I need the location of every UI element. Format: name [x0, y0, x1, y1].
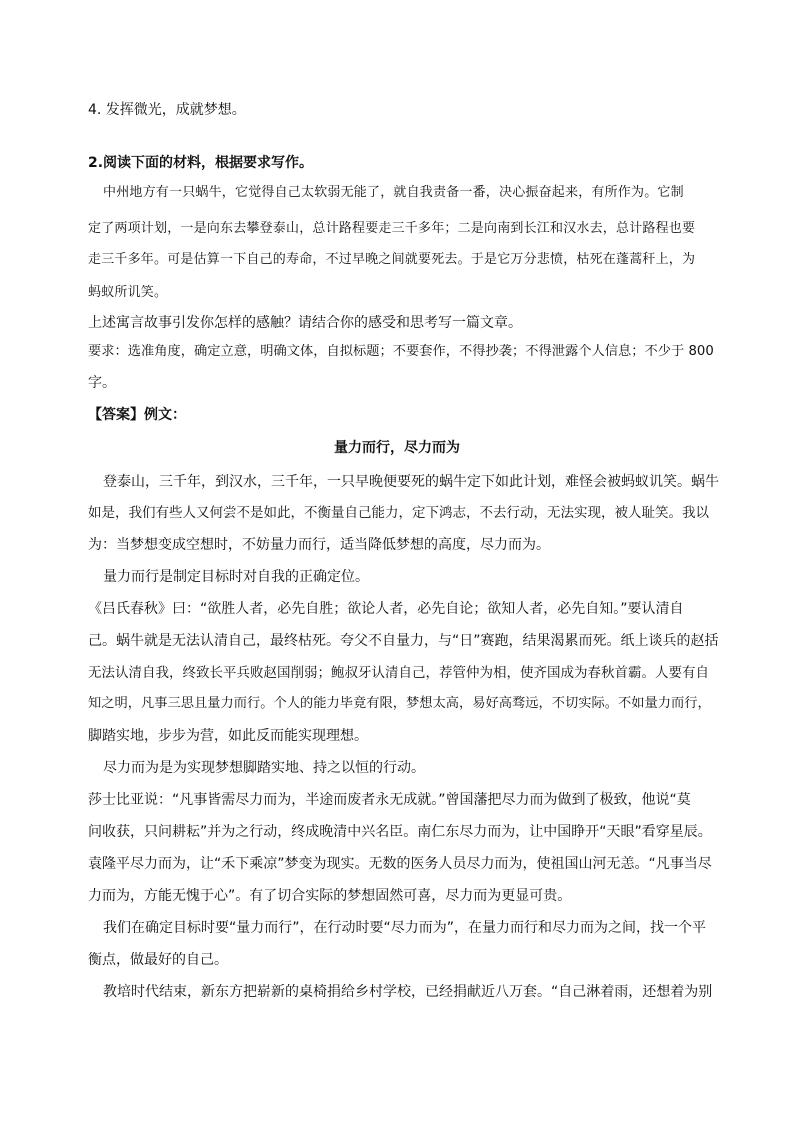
essay-line: 《吕氏春秋》曰：“欲胜人者，必先自胜；欲论人者，必先自论；欲知人者，必先自知。”要认清自	[88, 601, 684, 617]
essay-line: 教培时代结束，新东方把崭新的桌椅捐给乡村学校，已经捐献近八万套。“自己淋着雨，还想着为别	[103, 984, 713, 1000]
essay-line: 力而为，方能无愧于心”。有了切合实际的梦想固然可喜，尽力而为更显可贵。	[88, 888, 572, 904]
essay-line: 如是，我们有些人又何尝不是如此，不衡量自己能力，定下鸿志，不去行动，无法实现，被人耻笑。我以	[88, 505, 709, 521]
material-line: 定了两项计划，一是向东去攀登泰山，总计路程要走三千多年；二是向南到长江和汉水去，总计路程也要	[88, 221, 696, 236]
essay-line: 尽力而为是为实现梦想脚踏实地、持之以恒的行动。	[103, 760, 425, 776]
essay-line: 无法认清自我，终致长平兵败赵国削弱；鲍叔牙认清自己，荐管仲为相，使齐国成为春秋首霸。人要有自	[88, 665, 709, 681]
material-line: 中州地方有一只蜗牛，它觉得自己太软弱无能了，就自我责备一番，决心振奋起来，有所作为。它制	[103, 185, 684, 200]
essay-line: 登泰山，三千年，到汉水，三千年，一只早晚便要死的蜗牛定下如此计划，难怪会被蚂蚁讥笑。蜗牛	[103, 474, 719, 490]
essay-line: 莎士比亚说：“凡事皆需尽力而为，半途而废者永无成就。”曾国藩把尽力而为做到了极致，他说“莫	[88, 792, 691, 808]
requirements-line: 要求：选准角度，确定立意，明确文体，自拟标题；不要套作，不得抄袭；不得泄露个人信息；不少于 800	[88, 344, 714, 359]
essay-line: 袁隆平尽力而为，让“禾下乘凉”梦变为现实。无数的医务人员尽力而为，使祖国山河无恙。“凡事当尽	[88, 856, 712, 872]
essay-line: 为：当梦想变成空想时，不妨量力而行，适当降低梦想的高度，尽力而为。	[88, 537, 550, 553]
requirements-line: 字。	[88, 375, 116, 391]
essay-line: 己。蜗牛就是无法认清自己，最终枯死。夸父不自量力，与“日”赛跑，结果渴累而死。纸上谈兵的赵括	[88, 633, 719, 649]
essay-line: 量力而行是制定目标时对自我的正确定位。	[103, 569, 369, 585]
answer-label: 【答案】例文：	[88, 407, 186, 423]
question-title: 2.阅读下面的材料，根据要求写作。	[88, 155, 314, 171]
item-4: 4. 发挥微光，成就梦想。	[88, 102, 246, 118]
material-line: 蚂蚁所讥笑。	[88, 285, 168, 300]
essay-line: 问收获，只问耕耘”并为之行动，终成晚清中兴名臣。南仁东尽力而为，让中国睁开“天眼”看穿星辰。	[88, 824, 712, 840]
essay-line: 知之明，凡事三思且量力而行。个人的能力毕竟有限，梦想太高，易好高骛远，不切实际。不如量力而行，	[88, 696, 711, 711]
essay-line: 我们在确定目标时要“量力而行”，在行动时要“尽力而为”，在量力而行和尽力而为之间，找一个平	[103, 920, 707, 936]
material-line: 走三千多年。可是估算一下自己的寿命，不过早晚之间就要死去。于是它万分悲愤，枯死在蓬蒿秆上，为	[88, 252, 696, 267]
question-prompt: 上述寓言故事引发你怎样的感触？请结合你的感受和思考写一篇文章。	[88, 315, 522, 331]
essay-line: 脚踏实地，步步为营，如此反而能实现理想。	[88, 728, 368, 744]
essay-title: 量力而行，尽力而为	[334, 440, 460, 456]
essay-line: 衡点，做最好的自己。	[88, 952, 228, 968]
